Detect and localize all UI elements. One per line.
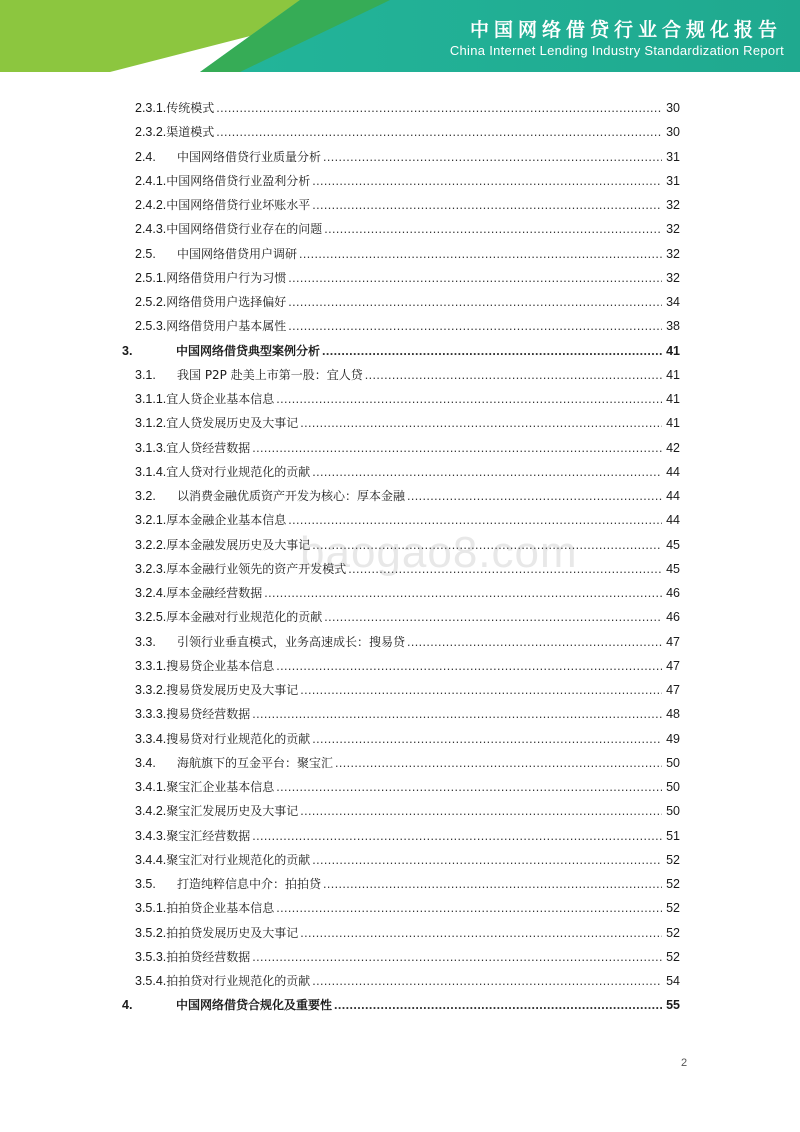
toc-entry-number: 2.5.2. (135, 295, 167, 309)
toc-entry-number: 3.4.1. (135, 780, 167, 794)
toc-dot-leader (312, 193, 662, 217)
report-subtitle: China Internet Lending Industry Standardization Report (449, 43, 784, 58)
toc-entry-page: 52 (666, 949, 680, 964)
toc-entry-page: 48 (666, 707, 680, 722)
toc-entry-page: 41 (666, 416, 680, 431)
toc-entry[interactable] (122, 702, 680, 726)
toc-dot-leader (300, 678, 662, 702)
toc-entry-page: 50 (666, 780, 680, 794)
toc-entry-title: 中国网络借贷行业坏账水平 (166, 198, 311, 212)
toc-entry[interactable] (122, 678, 680, 702)
toc-entry-title: 打造纯粹信息中介：拍拍贷 (177, 877, 322, 891)
toc-entry-title: 网络借贷用户行为习惯 (166, 270, 287, 285)
toc-entry[interactable] (122, 605, 680, 629)
toc-entry-number: 3.5.1. (135, 901, 167, 916)
toc-entry-page: 44 (666, 489, 680, 503)
toc-dot-leader (288, 290, 662, 314)
toc-entry-page: 52 (666, 901, 680, 916)
toc-entry-title: 传统模式 (166, 101, 215, 115)
toc-entry-number: 3.3.2. (135, 683, 167, 697)
toc-entry[interactable] (122, 872, 680, 896)
toc-entry-title: 厚本金融发展历史及大事记 (166, 537, 311, 552)
toc-entry-number: 3.2. (135, 489, 156, 503)
toc-entry-number: 3.4.2. (135, 804, 167, 819)
toc-entry[interactable] (122, 242, 680, 266)
toc-entry-page: 42 (666, 440, 680, 455)
toc-entry-title: 引领行业垂直模式，业务高速成长：搜易贷 (177, 634, 406, 649)
toc-entry[interactable] (122, 484, 680, 508)
toc-entry-title: 渠道模式 (166, 125, 215, 140)
toc-entry-page: 31 (666, 173, 680, 188)
toc-entry-title: 拍拍贷企业基本信息 (166, 901, 275, 916)
toc-entry-page: 41 (666, 343, 680, 358)
toc-dot-leader (407, 630, 662, 654)
toc-entry[interactable] (122, 824, 680, 848)
toc-entry-title: 厚本金融经营数据 (166, 586, 263, 600)
toc-entry-page: 32 (666, 222, 680, 237)
toc-entry[interactable] (122, 290, 680, 314)
toc-dot-leader (276, 654, 662, 678)
toc-entry-page: 51 (666, 828, 680, 843)
toc-dot-leader (312, 848, 662, 872)
toc-entry-number: 3.5. (135, 877, 156, 891)
toc-entry[interactable] (122, 945, 680, 969)
toc-entry-page: 44 (666, 513, 680, 528)
toc-entry-number: 2.4.2. (135, 198, 167, 212)
toc-entry-page: 50 (666, 804, 680, 819)
toc-entry-page: 52 (666, 852, 680, 867)
toc-entry-page: 31 (666, 149, 680, 164)
toc-entry-title: 中国网络借贷用户调研 (177, 246, 298, 261)
toc-entry-number: 2.5. (135, 246, 156, 261)
toc-entry[interactable] (122, 630, 680, 654)
toc-entry-number: 3.3.3. (135, 707, 167, 722)
toc-entry-number: 3.4. (135, 755, 156, 770)
toc-entry-title: 拍拍贷对行业规范化的贡献 (166, 974, 311, 988)
toc-dot-leader (300, 799, 662, 823)
watermark: baogao8.com (300, 528, 578, 577)
toc-dot-leader (299, 242, 662, 266)
toc-entry-title: 中国网络借贷行业存在的问题 (166, 222, 323, 237)
toc-entry-page: 32 (666, 270, 680, 285)
toc-dot-leader (322, 339, 662, 363)
toc-entry-number: 3.2.5. (135, 610, 167, 625)
toc-entry[interactable] (122, 799, 680, 823)
toc-dot-leader (334, 993, 662, 1017)
toc-dot-leader (323, 872, 662, 896)
toc-entry[interactable] (122, 387, 680, 411)
toc-entry-title: 海航旗下的互金平台：聚宝汇 (177, 755, 334, 770)
toc-dot-leader (252, 945, 662, 969)
toc-entry-page: 34 (666, 295, 680, 309)
toc-dot-leader (300, 411, 662, 435)
toc-entry-page: 46 (666, 586, 680, 600)
toc-entry-number: 3.2.1. (135, 513, 167, 528)
toc-dot-leader (276, 896, 662, 920)
toc-dot-leader (276, 387, 662, 411)
toc-entry-title: 我国 P2P 赴美上市第一股：宜人贷 (177, 367, 363, 382)
toc-entry-page: 46 (666, 610, 680, 625)
toc-entry-number: 3. (122, 343, 133, 358)
toc-entry[interactable] (122, 96, 680, 120)
toc-entry-number: 3.2.4. (135, 586, 167, 600)
toc-entry-page: 45 (666, 561, 680, 576)
toc-dot-leader (300, 921, 662, 945)
toc-entry-number: 3.1. (135, 367, 156, 382)
toc-dot-leader (276, 775, 662, 799)
toc-dot-leader (324, 605, 662, 629)
toc-entry-number: 2.4.3. (135, 222, 167, 237)
toc-entry-page: 30 (666, 101, 680, 115)
toc-dot-leader (252, 824, 662, 848)
toc-entry-page: 52 (666, 877, 680, 891)
toc-entry-number: 2.5.3. (135, 319, 167, 334)
toc-entry[interactable] (122, 460, 680, 484)
toc-entry[interactable] (122, 775, 680, 799)
toc-entry-page: 32 (666, 246, 680, 261)
toc-entry-title: 中国网络借贷典型案例分析 (176, 343, 321, 358)
toc-entry[interactable] (122, 411, 680, 435)
toc-dot-leader (312, 969, 662, 993)
toc-entry[interactable] (122, 727, 680, 751)
toc-entry-title: 拍拍贷经营数据 (166, 949, 251, 964)
toc-entry[interactable] (122, 993, 680, 1017)
toc-entry-title: 宜人贷对行业规范化的贡献 (166, 464, 311, 479)
toc-entry-title: 宜人贷经营数据 (166, 440, 251, 455)
toc-entry-number: 3.5.3. (135, 949, 167, 964)
toc-entry-title: 中国网络借贷合规化及重要性 (176, 998, 333, 1013)
toc-entry-title: 搜易贷发展历史及大事记 (166, 683, 299, 697)
toc-entry-number: 3.4.3. (135, 828, 167, 843)
toc-dot-leader (407, 484, 662, 508)
toc-entry-title: 宜人贷发展历史及大事记 (166, 416, 299, 431)
toc-entry-number: 2.3.2. (135, 125, 167, 140)
toc-entry-page: 47 (666, 683, 680, 697)
toc-entry[interactable] (122, 339, 680, 363)
report-title: 中国网络借贷行业合规化报告 (469, 19, 782, 41)
toc-entry-number: 2.4. (135, 149, 156, 164)
toc-entry-title: 网络借贷用户基本属性 (166, 319, 287, 334)
toc-entry-title: 搜易贷对行业规范化的贡献 (166, 731, 311, 746)
toc-entry-page: 55 (666, 998, 680, 1013)
toc-entry-title: 搜易贷企业基本信息 (166, 658, 275, 673)
toc-entry-page: 38 (666, 319, 680, 334)
toc-entry[interactable] (122, 921, 680, 945)
toc-entry-page: 49 (666, 731, 680, 746)
toc-dot-leader (312, 460, 662, 484)
toc-entry[interactable] (122, 169, 680, 193)
toc-dot-leader (288, 314, 662, 338)
toc-entry-number: 3.3.1. (135, 658, 167, 673)
toc-entry[interactable] (122, 266, 680, 290)
toc-entry[interactable] (122, 969, 680, 993)
toc-entry-title: 搜易贷经营数据 (166, 707, 251, 722)
toc-dot-leader (252, 436, 662, 460)
toc-entry-number: 3.1.3. (135, 440, 167, 455)
toc-entry-number: 3.2.3. (135, 561, 167, 576)
toc-entry-page: 54 (666, 974, 680, 988)
toc-entry-number: 3.1.1. (135, 392, 167, 406)
toc-entry-title: 厚本金融行业领先的资产开发模式 (166, 561, 347, 576)
page-number: 2 (681, 1057, 688, 1069)
toc-entry-title: 聚宝汇企业基本信息 (166, 780, 275, 794)
toc-dot-leader (335, 751, 662, 775)
toc-entry-page: 50 (666, 755, 680, 770)
toc-entry-number: 2.3.1. (135, 101, 167, 115)
toc-entry-number: 3.3.4. (135, 731, 167, 746)
toc-entry-number: 3.1.4. (135, 464, 167, 479)
toc-dot-leader (216, 96, 662, 120)
toc-dot-leader (252, 702, 662, 726)
toc-entry-title: 聚宝汇经营数据 (166, 828, 251, 843)
toc-entry-number: 3.4.4. (135, 852, 167, 867)
toc-entry[interactable] (122, 217, 680, 241)
toc-entry-page: 32 (666, 198, 680, 212)
toc-dot-leader (365, 363, 662, 387)
header-banner (0, 0, 800, 72)
toc-entry[interactable] (122, 193, 680, 217)
toc-entry-title: 厚本金融企业基本信息 (166, 513, 287, 528)
toc-entry-title: 网络借贷用户选择偏好 (166, 295, 287, 309)
toc-entry[interactable] (122, 896, 680, 920)
toc-entry-title: 中国网络借贷行业盈利分析 (166, 173, 311, 188)
toc-dot-leader (264, 581, 662, 605)
toc-entry[interactable] (122, 145, 680, 169)
toc-dot-leader (288, 266, 662, 290)
toc-entry[interactable] (122, 751, 680, 775)
toc-entry-page: 47 (666, 634, 680, 649)
toc-dot-leader (216, 120, 662, 144)
toc-entry-page: 47 (666, 658, 680, 673)
toc-entry[interactable] (122, 581, 680, 605)
toc-entry-number: 3.3. (135, 634, 156, 649)
toc-entry-number: 4. (122, 998, 133, 1013)
toc-dot-leader (324, 217, 662, 241)
toc-entry-number: 3.5.4. (135, 974, 167, 988)
toc-entry[interactable] (122, 848, 680, 872)
toc-dot-leader (312, 727, 662, 751)
toc-entry-number: 2.4.1. (135, 173, 167, 188)
toc-entry-page: 44 (666, 464, 680, 479)
toc-entry-number: 3.2.2. (135, 537, 167, 552)
toc-entry-page: 45 (666, 537, 680, 552)
toc-entry[interactable] (122, 436, 680, 460)
toc-dot-leader (323, 145, 662, 169)
toc-entry-title: 厚本金融对行业规范化的贡献 (166, 610, 323, 625)
toc-entry[interactable] (122, 120, 680, 144)
toc-entry-number: 3.1.2. (135, 416, 167, 431)
toc-entry-title: 聚宝汇对行业规范化的贡献 (166, 852, 311, 867)
toc-entry[interactable] (122, 654, 680, 678)
toc-entry-title: 宜人贷企业基本信息 (166, 392, 275, 406)
toc-dot-leader (312, 169, 662, 193)
toc-entry-title: 以消费金融优质资产开发为核心：厚本金融 (177, 489, 406, 503)
toc-entry-title: 拍拍贷发展历史及大事记 (166, 925, 299, 940)
toc-entry-page: 52 (666, 925, 680, 940)
toc-entry-page: 41 (666, 367, 680, 382)
toc-entry-page: 30 (666, 125, 680, 140)
toc-entry-title: 中国网络借贷行业质量分析 (177, 149, 322, 164)
toc-entry-title: 聚宝汇发展历史及大事记 (166, 804, 299, 819)
toc-entry-number: 3.5.2. (135, 925, 167, 940)
toc-entry[interactable] (122, 314, 680, 338)
toc-entry-page: 41 (666, 392, 680, 406)
toc-entry[interactable] (122, 363, 680, 387)
toc-entry-number: 2.5.1. (135, 270, 167, 285)
